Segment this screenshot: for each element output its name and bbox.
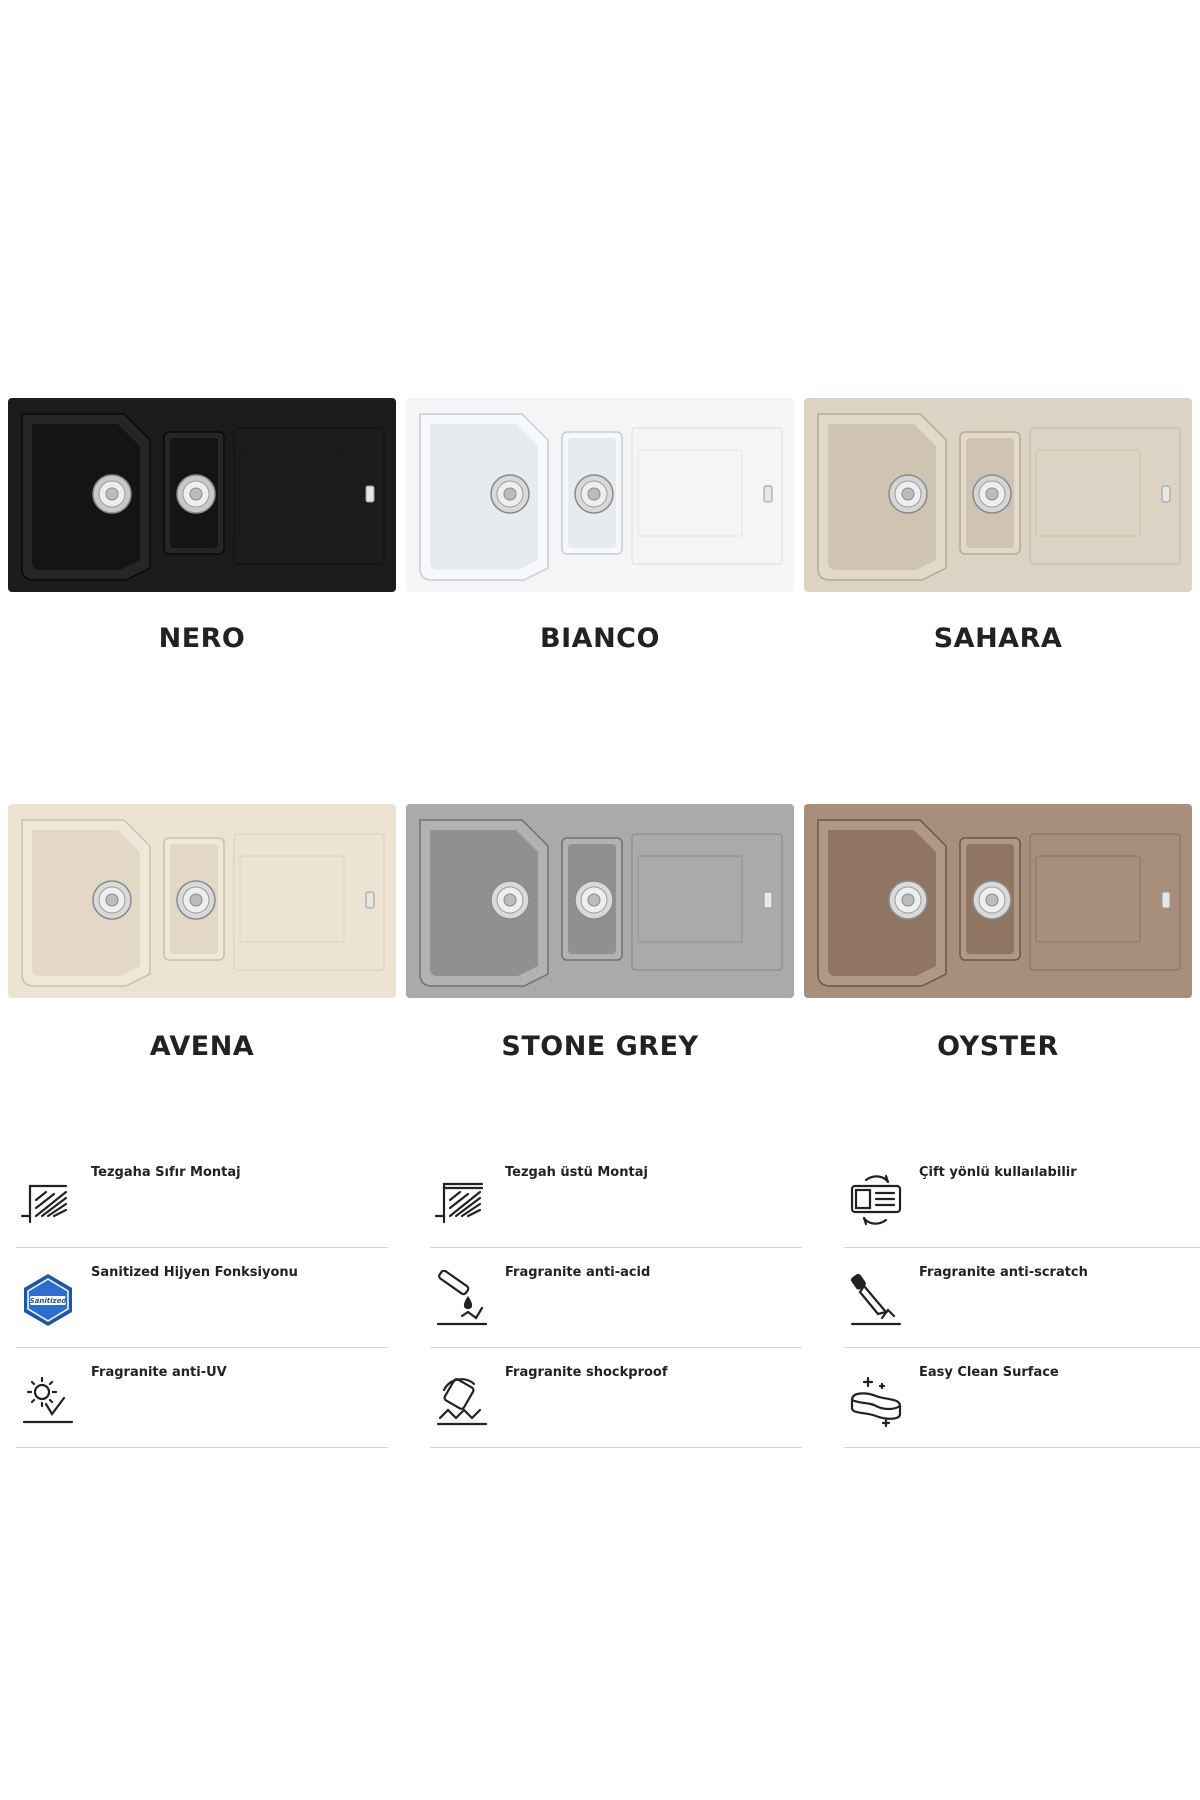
sink-sahara <box>804 398 1192 592</box>
color-name-oyster: OYSTER <box>937 1031 1059 1062</box>
feature-label: Tezgah üstü Montaj <box>505 1165 648 1180</box>
feature-label: Easy Clean Surface <box>919 1365 1059 1380</box>
overflow-slot <box>366 892 374 908</box>
drain-plug <box>504 488 516 500</box>
overflow-slot <box>764 892 772 908</box>
feature-label: Sanitized Hijyen Fonksiyonu <box>91 1265 298 1280</box>
sink-nero <box>8 398 396 592</box>
drain-plug <box>190 894 202 906</box>
drain-plug <box>902 894 914 906</box>
drain-plug <box>588 894 600 906</box>
shockproof-icon <box>432 1370 492 1430</box>
feature-column-3 <box>844 1150 1200 1450</box>
feature-row <box>16 1150 388 1248</box>
drain-plug <box>588 488 600 500</box>
sink-bianco <box>406 398 794 592</box>
color-name-bianco: BIANCO <box>540 623 660 654</box>
color-name-stone-grey: STONE GREY <box>501 1031 699 1062</box>
color-name-sahara: SAHARA <box>933 623 1063 654</box>
sink-illustration <box>8 804 396 998</box>
color-name-avena: AVENA <box>149 1031 255 1062</box>
feature-row <box>16 1250 388 1348</box>
feature-row <box>844 1350 1200 1448</box>
sink-oyster <box>804 804 1192 998</box>
reversible-icon <box>846 1170 906 1230</box>
overflow-slot <box>1162 486 1170 502</box>
sink-illustration <box>804 804 1192 998</box>
sink-illustration <box>406 398 794 592</box>
flush-mount-icon <box>18 1170 78 1230</box>
sun-uv-icon <box>18 1370 78 1430</box>
feature-row <box>430 1150 802 1248</box>
feature-row <box>430 1350 802 1448</box>
feature-label: Fragranite anti-acid <box>505 1265 651 1280</box>
drain-plug <box>106 488 118 500</box>
drain-plug <box>902 488 914 500</box>
feature-label: Fragranite shockproof <box>505 1365 668 1380</box>
drain-plug <box>106 894 118 906</box>
feature-row <box>844 1150 1200 1248</box>
top-mount-icon <box>432 1170 492 1230</box>
sink-avena <box>8 804 396 998</box>
sink-illustration <box>804 398 1192 592</box>
feature-row <box>430 1250 802 1348</box>
sink-illustration <box>8 398 396 592</box>
sink-illustration <box>406 804 794 998</box>
sink-stone-grey <box>406 804 794 998</box>
drain-plug <box>986 894 998 906</box>
feature-row <box>844 1250 1200 1348</box>
sanitized-badge-icon <box>18 1270 78 1330</box>
overflow-slot <box>764 486 772 502</box>
feature-label: Tezgaha Sıfır Montaj <box>91 1165 241 1180</box>
drain-plug <box>504 894 516 906</box>
feature-column-1 <box>16 1150 388 1450</box>
badge-text: Sanitized <box>29 1297 67 1305</box>
feature-label: Fragranite anti-scratch <box>919 1265 1088 1280</box>
overflow-slot <box>366 486 374 502</box>
feature-column-2 <box>430 1150 802 1450</box>
drain-plug <box>986 488 998 500</box>
color-name-nero: NERO <box>158 623 246 654</box>
feature-label: Çift yönlü kullaılabilir <box>919 1165 1077 1180</box>
feature-label: Fragranite anti-UV <box>91 1365 227 1380</box>
sponge-clean-icon <box>846 1370 906 1430</box>
overflow-slot <box>1162 892 1170 908</box>
acid-drop-icon <box>432 1270 492 1330</box>
knife-scratch-icon <box>846 1270 906 1330</box>
drain-plug <box>190 488 202 500</box>
feature-row <box>16 1350 388 1448</box>
